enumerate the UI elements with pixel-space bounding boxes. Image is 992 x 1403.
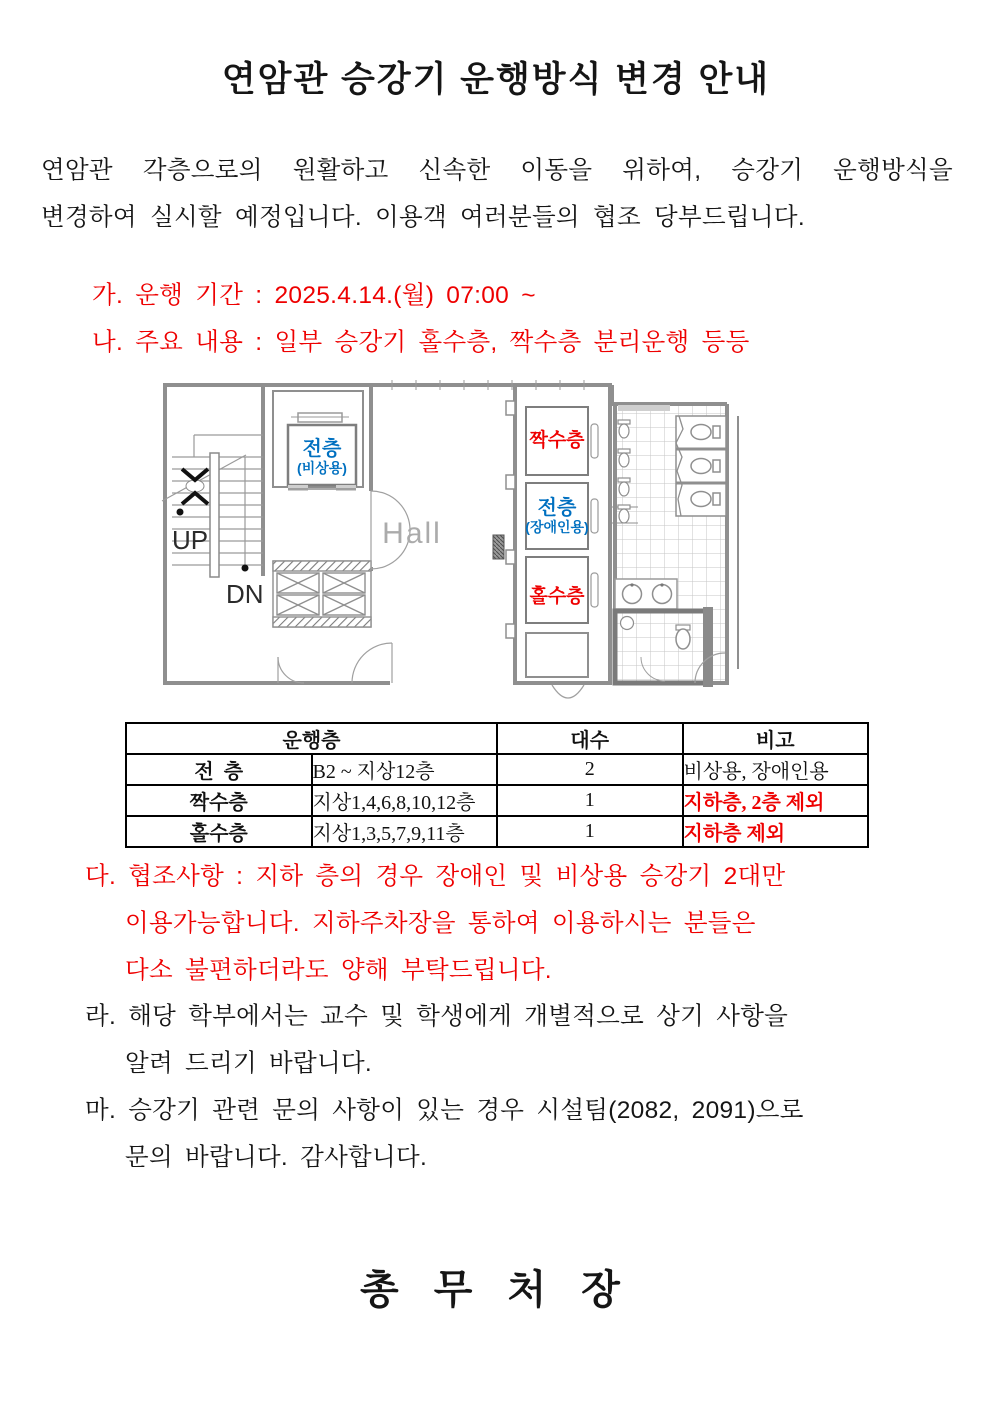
row-count: 2 xyxy=(497,754,683,785)
floor-plan xyxy=(160,371,745,707)
item-list-ga-na xyxy=(92,272,750,366)
elevator-even-label: 짝수층 xyxy=(529,430,585,451)
row-note: 지하층, 2층 제외 xyxy=(683,785,869,816)
lower-doors xyxy=(278,643,392,683)
staircase xyxy=(162,435,263,577)
row-floors: B2 ~ 지상12층 xyxy=(312,754,498,785)
intro-line-1: 연암관 각층으로의 원활하고 신속한 이동을 위하여, 승강기 운행방식을 xyxy=(41,157,953,184)
row-note: 비상용, 장애인용 xyxy=(683,754,869,785)
elevator-odd-label: 홀수층 xyxy=(529,586,585,607)
duct-shafts xyxy=(273,561,371,627)
item-ma: 마. 승강기 관련 문의 사항이 있는 경우 시설팀(2082, 2091)으로 문의 바랍니다. 감사합니다. xyxy=(85,1096,804,1171)
hall-label: Hall xyxy=(382,517,442,550)
elevator-all-label: 전층 xyxy=(537,497,577,519)
header-count: 대수 xyxy=(497,723,683,754)
header-note: 비고 xyxy=(683,723,869,754)
table-row xyxy=(126,754,868,785)
elevator-emergency-sublabel: (비상용) xyxy=(297,460,347,476)
row-count: 1 xyxy=(497,816,683,847)
table-row xyxy=(126,816,868,847)
elevator-all-sublabel: (장애인용) xyxy=(525,519,589,535)
elevator-emergency-label: 전층 xyxy=(302,438,342,460)
row-note: 지하층 제외 xyxy=(683,816,869,847)
row-type: 짝수층 xyxy=(126,785,312,816)
page-title: 연암관 승강기 운행방식 변경 안내 xyxy=(221,60,771,99)
row-count: 1 xyxy=(497,785,683,816)
row-type: 전 층 xyxy=(126,754,312,785)
table-header-row xyxy=(126,723,868,754)
header-operating-floors: 운행층 xyxy=(126,723,497,754)
elevator-operations-table xyxy=(125,722,869,848)
item-ra: 라. 해당 학부에서는 교수 및 학생에게 개별적으로 상기 사항을 알려 드리기 바랍니다. xyxy=(85,1003,789,1078)
item-na: 나. 주요 내용 : 일부 승강기 홀수층, 짝수층 분리운행 등등 xyxy=(92,329,750,356)
table-row xyxy=(126,785,868,816)
intro-paragraph xyxy=(41,147,953,241)
stair-dn-label: DN xyxy=(226,579,264,609)
item-ga: 가. 운행 기간 : 2025.4.14.(월) 07:00 ~ xyxy=(92,282,536,309)
stair-up-label: UP xyxy=(172,525,209,555)
item-list-da-ra-ma xyxy=(85,854,965,1182)
row-type: 홀수층 xyxy=(126,816,312,847)
intro-line-2: 변경하여 실시할 예정입니다. 이용객 여러분들의 협조 당부드립니다. xyxy=(41,204,805,231)
signature: 총 무 처 장 xyxy=(360,1268,632,1312)
hall-column xyxy=(493,535,504,559)
row-floors: 지상1,4,6,8,10,12층 xyxy=(312,785,498,816)
row-floors: 지상1,3,5,7,9,11층 xyxy=(312,816,498,847)
item-da: 다. 협조사항 : 지하 층의 경우 장애인 및 비상용 승강기 2대만 이용가능합니다. 지하주차장을 통하여 이용하시는 분들은 다소 불편하더라도 양해 부탁드립니다. xyxy=(85,863,786,984)
